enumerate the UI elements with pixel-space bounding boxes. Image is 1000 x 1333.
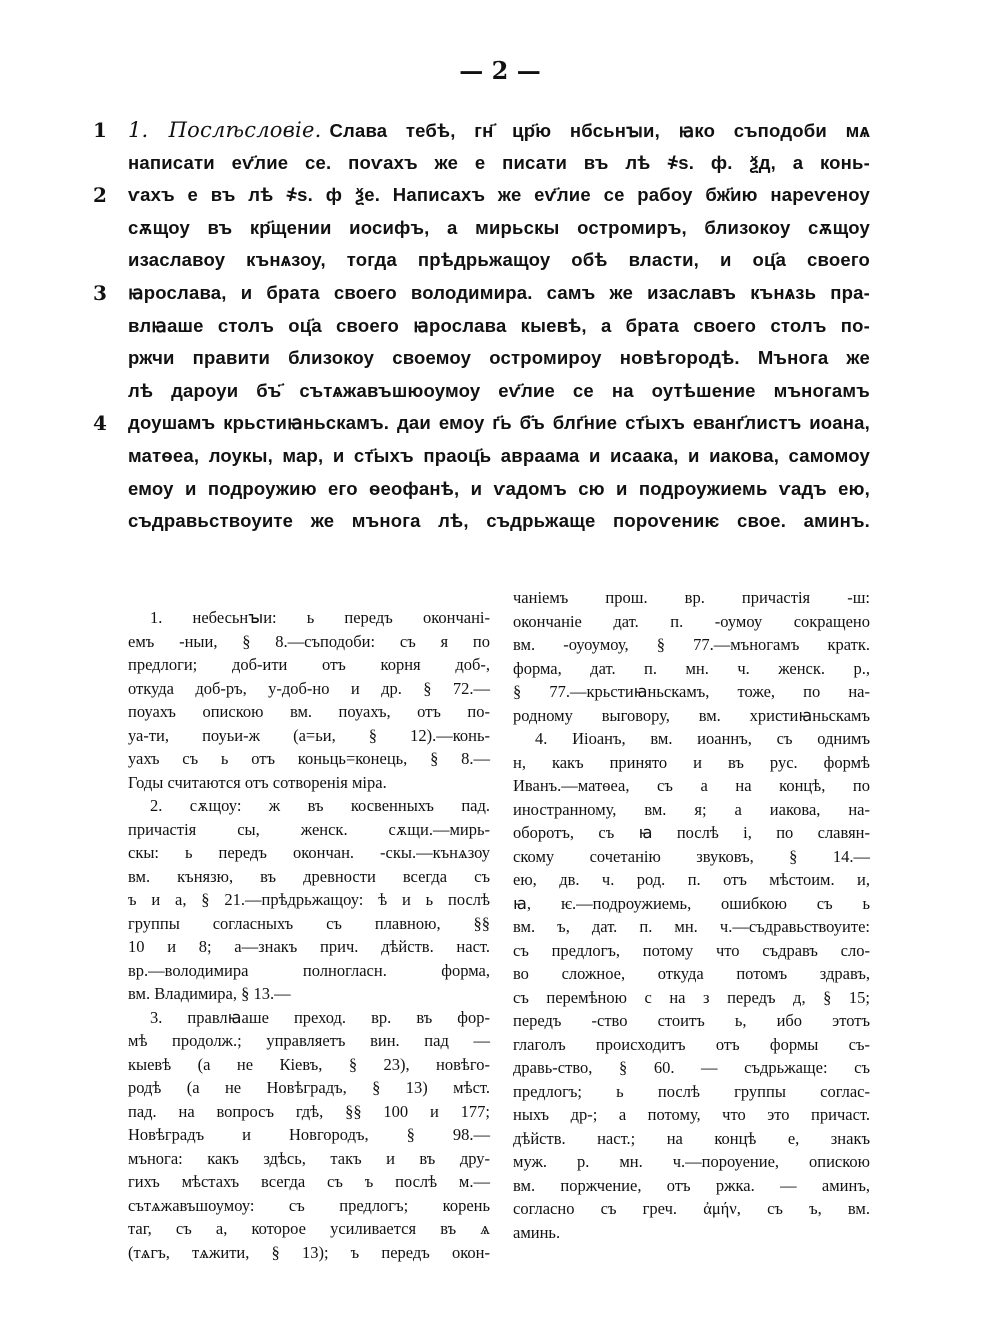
footnote-line: иностранному, вм. я; а иакова, на- xyxy=(513,799,870,819)
main-text-line: матѳеа, лоукы, мар, и ст҃ыхъ праоц҃ь авраама и исаака, и иакова, самомоу xyxy=(128,444,870,466)
notes-left-column xyxy=(128,606,490,1264)
footnote-line: родѣ (а не Новѣградъ, § 13) мѣст. xyxy=(128,1078,490,1097)
footnote-line: предлогъ; ь послѣ группы соглас- xyxy=(513,1081,870,1101)
footnote-line: 4. Иіоанъ, вм. иоаннъ, съ однимъ xyxy=(535,729,870,748)
footnote-line: вм. -оуоумоу, § 77.—мъногамъ кратк. xyxy=(513,635,870,654)
page-number: — 2 — xyxy=(459,56,541,85)
main-text-line: сѫщоу въ кр҃щении иосифъ, а мирьскы остромиръ, близокоу сѫщоу xyxy=(128,216,870,238)
footnote-line: вр.—володимира полногласн. форма, xyxy=(128,960,490,980)
main-text-afterword xyxy=(128,114,870,538)
margin-line-number: 3 xyxy=(93,281,107,305)
footnote-line: дравь-ство, § 60. — съдрьжаще: съ xyxy=(513,1058,870,1077)
footnote-line: Иванъ.—матѳеа, съ а на концѣ, по xyxy=(513,776,870,795)
footnote-line: передъ -ство стоитъ ь, ибо этотъ xyxy=(513,1011,870,1030)
footnote-line: дѣйств. наст.; на концѣ е, знакъ xyxy=(513,1128,870,1148)
footnote-line: ъ и а, § 21.—прѣдрьжащоу: ѣ и ь послѣ xyxy=(128,890,490,909)
main-text-line: влꙗаше столъ оц҃а своего ꙗрослава кыевѣ, а брата своего столъ по- xyxy=(128,314,870,336)
footnote-line: ею, дв. ч. род. п. отъ мѣстоим. и, xyxy=(513,870,870,889)
footnote-line: мънога: какъ здѣсь, такъ и въ дру- xyxy=(128,1148,490,1168)
footnote-line: глаголъ происходитъ отъ формы съ- xyxy=(513,1034,870,1054)
footnote-line: (тѧгъ, тѧжити, § 13); ъ передъ окон- xyxy=(128,1242,490,1262)
main-text-line: ꙗрослава, и брата своего володимира. самъ же изаславъ кънѧзь пра- xyxy=(128,281,870,303)
margin-line-number: 1 xyxy=(93,118,107,142)
footnote-line: 1. небесьнꙑи: ь передъ окончані- xyxy=(150,608,490,627)
footnote-line: скы: ь передъ окончан. -скы.—кънѧзоу xyxy=(128,843,490,862)
footnote-line: мѣ продолж.; управляетъ вин. пад — xyxy=(128,1031,490,1050)
footnote-line: ꙗ, ѥ.—подроужиемь, ошибкою съ ь xyxy=(513,893,870,913)
main-text-line: изаславоу кънѧзоу, тогда прѣдрьжащоу обѣ власти, и оц҃а своего xyxy=(128,249,870,271)
footnote-line: съ перемѣною с на з передъ д, § 15; xyxy=(513,987,870,1007)
footnote-line: сътѧжавъшоумоу: съ предлогъ; корень xyxy=(128,1195,490,1215)
footnote-line: чаніемъ прош. вр. причастія -ш: xyxy=(513,588,870,607)
main-text-line: съдравьствоуите же мънога лѣ, съдрьжаще пороѵениѥ свое. аминъ. xyxy=(128,510,870,532)
footnote-line: Годы считаются отъ сотворенія міра. xyxy=(128,772,387,792)
footnote-line: муж. р. мн. ч.—пороуение, опискою xyxy=(513,1152,870,1171)
footnote-line: группы согласныхъ съ плавною, §§ xyxy=(128,913,490,933)
main-text-line: доушамъ крьстиꙗньскамъ. даи емоу г҃ь б҃ъ блг҃ние ст҃ыхъ еванг҃листъ иоана, xyxy=(128,412,870,434)
footnote-line: согласно съ греч. ἀμήν, съ ъ, вм. xyxy=(513,1199,870,1218)
footnote-line: предлоги; доб-ити отъ корня доб-, xyxy=(128,655,490,674)
margin-line-number: 2 xyxy=(93,183,107,208)
footnote-line: окончаніе дат. п. -оумоу сокращено xyxy=(513,611,870,631)
footnote-line: уахъ съ ь отъ коньць=конець, § 8.— xyxy=(128,749,490,768)
afterword-heading: 1. Послѣсловіе. xyxy=(128,118,322,142)
footnote-line: вм. кънязю, въ древности всегда съ xyxy=(128,866,490,886)
main-text-line: ѵахъ е въ лѣ ҂ѕ. ф ѯе. Написахъ же еѵ҃лие се рабоу бж҃ию нареѵеноу xyxy=(128,184,870,206)
notes-right-column xyxy=(513,586,870,1244)
footnote-line: таг, съ а, которое усиливается въ ѧ xyxy=(128,1219,490,1238)
footnote-line: пад. на вопросъ гдѣ, §§ 100 и 177; xyxy=(128,1101,490,1121)
footnote-line: гихъ мѣстахъ всегда съ ъ послѣ м.— xyxy=(128,1172,490,1191)
main-text-line: написати еѵ҃лие се. поѵахъ же е писати въ лѣ ҂ѕ. ф. ѯд, а конь- xyxy=(128,151,870,173)
main-text-line: лѣ дароуи бъ҃ сътѧжавъшюоумоу еѵ҃лие се на оутѣшение мъногамъ xyxy=(128,379,870,401)
main-text-line: ржчи правити близокоу своемоу остромироу новѣгородѣ. Мънога же xyxy=(128,347,870,369)
footnote-line: ныхъ др-; а потому, что это причаст. xyxy=(513,1105,870,1124)
footnote-line: § 77.—крьстиꙗньскамъ, тоже, по на- xyxy=(513,682,870,701)
footnote-line: поуахъ опискою вм. поуахъ, отъ по- xyxy=(128,702,490,721)
main-text-line-content: Слава тебѣ, гн҃ цр҃ю нбсьнꙑи, ꙗко съподоби мѧ xyxy=(329,120,870,141)
footnote-line: причастія сы, женск. сѫщи.—мирь- xyxy=(128,819,490,839)
footnote-line: форма, дат. п. мн. ч. женск. р., xyxy=(513,658,870,678)
footnote-line: оборотъ, съ ꙗ послѣ і, по славян- xyxy=(513,823,870,842)
footnote-line: съ предлогъ, потому что съдравъ сло- xyxy=(513,940,870,960)
footnote-line: скому сочетанію звуковъ, § 14.— xyxy=(513,846,870,866)
footnote-line: родному выговору, вм. христиꙗньскамъ xyxy=(513,705,870,725)
footnote-line: вм. Владимира, § 13.— xyxy=(128,984,291,1003)
footnote-line: 2. сѫщоу: ж въ косвенныхъ пад. xyxy=(150,796,490,815)
footnote-line: 3. правлꙗаше преход. вр. въ фор- xyxy=(150,1007,490,1027)
footnote-line: 10 и 8; а—знакъ прич. дѣйств. наст. xyxy=(128,937,490,956)
footnote-line: вм. ъ, дат. п. мн. ч.—съдравьствоуите: xyxy=(513,917,870,936)
footnote-line: во сложное, откуда потомъ здравъ, xyxy=(513,964,870,983)
main-text-line: емоу и подроужию его ѳеофанѣ, и ѵадомъ сю и подроужиемь ѵадъ ею, xyxy=(128,477,870,499)
footnote-line: откуда доб-ръ, у-доб-но и др. § 72.— xyxy=(128,678,490,698)
margin-line-number: 4 xyxy=(93,411,107,436)
main-text-line xyxy=(128,114,870,147)
footnote-line: кыевѣ (а не Кіевъ, § 23), новѣго- xyxy=(128,1054,490,1074)
footnote-line: вм. поржчение, отъ ржка. — аминъ, xyxy=(513,1175,870,1195)
footnote-line: аминь. xyxy=(513,1222,561,1242)
footnote-line: н, какъ принято и въ рус. формѣ xyxy=(513,752,870,772)
footnote-line: Новѣградъ и Новгородъ, § 98.— xyxy=(128,1125,490,1144)
footnote-line: уа-ти, поуьи-ж (а=ьи, § 12).—конь- xyxy=(128,725,490,745)
footnote-line: емъ -ныи, § 8.—съподоби: съ я по xyxy=(128,631,490,651)
